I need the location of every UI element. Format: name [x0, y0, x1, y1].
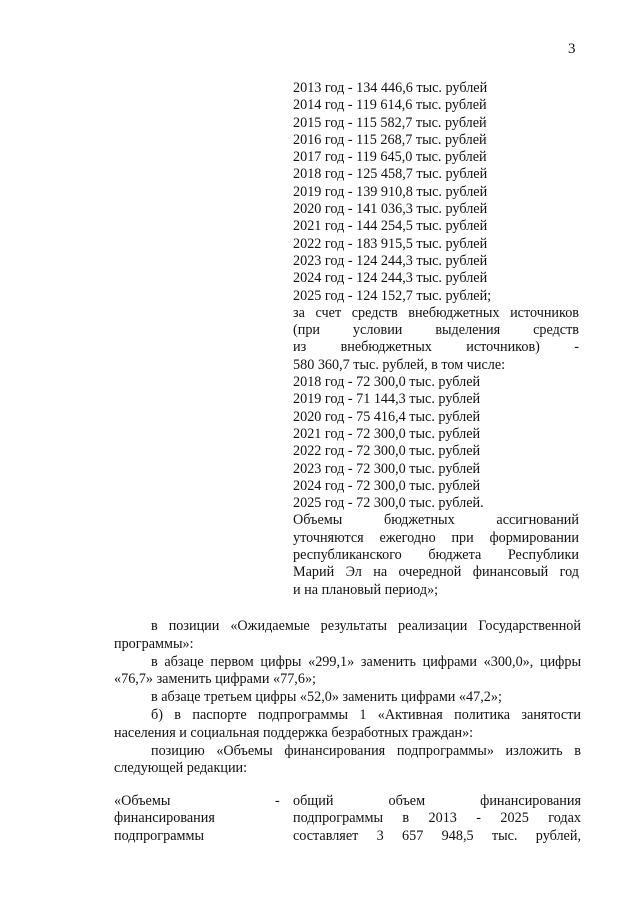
budget-year-line: 2024 год - 124 244,3 тыс. рублей [293, 270, 488, 287]
budget-year-line: 2023 год - 124 244,3 тыс. рублей [293, 252, 488, 269]
extrabudget-year-line: 2019 год - 71 144,3 тыс. рублей [293, 391, 481, 408]
budget-year-line: 2025 год - 124 152,7 тыс. рублей; [293, 287, 492, 304]
table-dash: - [275, 793, 280, 809]
extrabudget-year-line: 2018 год - 72 300,0 тыс. рублей [293, 374, 481, 391]
table-value-line: составляет 3 657 948,5 тыс. рублей, [293, 827, 581, 844]
budget-year-line: 2016 год - 115 268,7 тыс. рублей [293, 131, 487, 148]
extrabudget-year-line: 2025 год - 72 300,0 тыс. рублей. [293, 495, 484, 512]
budget-note-line: Марий Эл на очередной финансовый год [293, 564, 579, 581]
budget-note-line: уточняются ежегодно при формировании [293, 529, 579, 546]
budget-year-line: 2013 год - 134 446,6 тыс. рублей [293, 80, 488, 96]
funding-table-value [293, 793, 581, 845]
extrabudget-year-line: 2024 год - 72 300,0 тыс. рублей [293, 477, 481, 494]
extrabudget-year-line: 2020 год - 75 416,4 тыс. рублей [293, 408, 481, 425]
extrabudget-heading-line: (при условии выделения средств [293, 322, 579, 339]
extrabudget-heading [293, 305, 579, 374]
extrabudget-year-line: 2021 год - 72 300,0 тыс. рублей [293, 425, 481, 442]
budget-year-line: 2018 год - 125 458,7 тыс. рублей [293, 166, 488, 183]
budget-note [293, 512, 579, 598]
table-label-line: «Объемы [114, 793, 171, 809]
paragraph-first-abzac: в абзаце первом цифры «299,1» заменить цифрами «300,0», цифры «76,7» заменить цифрами «77,6»; [114, 653, 581, 688]
budget-note-line: и на плановый период»; [293, 581, 439, 598]
paragraph-third-abzac: в абзаце третьем цифры «52,0» заменить цифрами «47,2»; [151, 689, 502, 706]
budget-year-line: 2019 год - 139 910,8 тыс. рублей [293, 183, 488, 200]
extrabudget-heading-line: из внебюджетных источников) - [293, 339, 579, 356]
paragraph-expected-results: в позиции «Ожидаемые результаты реализации Государственной программы»: [114, 618, 581, 652]
extrabudget-years-list [293, 374, 579, 512]
funding-column [293, 80, 579, 599]
extrabudget-heading-line: за счет средств внебюджетных источников [293, 304, 579, 321]
budget-note-line: республиканского бюджета Республики [293, 547, 579, 564]
budget-year-line: 2021 год - 144 254,5 тыс. рублей [293, 218, 488, 235]
amendment-text [114, 618, 581, 778]
budget-year-line: 2022 год - 183 915,5 тыс. рублей [293, 235, 488, 252]
extrabudget-year-line: 2023 год - 72 300,0 тыс. рублей [293, 460, 481, 477]
table-value-line: подпрограммы в 2013 - 2025 годах [293, 810, 581, 827]
page-number: 3 [568, 41, 576, 57]
paragraph-subprogram-passport: б) в паспорте подпрограммы 1 «Активная политика занятости населения и социальная поддержка безработных граждан»: [114, 706, 581, 741]
budget-year-line: 2014 год - 119 614,6 тыс. рублей [293, 97, 487, 114]
table-label-line: подпрограммы [114, 827, 204, 844]
budget-years-list [293, 80, 579, 305]
extrabudget-total: 580 360,7 тыс. рублей, в том числе: [293, 356, 506, 373]
extrabudget-year-line: 2022 год - 72 300,0 тыс. рублей [293, 443, 481, 460]
table-value-line: общий объем финансирования [293, 793, 581, 809]
budget-note-line: Объемы бюджетных ассигнований [293, 512, 579, 529]
funding-table-label [114, 793, 284, 845]
budget-year-line: 2015 год - 115 582,7 тыс. рублей [293, 114, 487, 131]
table-label-line: финансирования [114, 810, 215, 827]
budget-year-line: 2020 год - 141 036,3 тыс. рублей [293, 201, 488, 218]
paragraph-new-wording: позицию «Объемы финансирования подпрограммы» изложить в следующей редакции: [114, 742, 581, 777]
budget-year-line: 2017 год - 119 645,0 тыс. рублей [293, 149, 487, 166]
